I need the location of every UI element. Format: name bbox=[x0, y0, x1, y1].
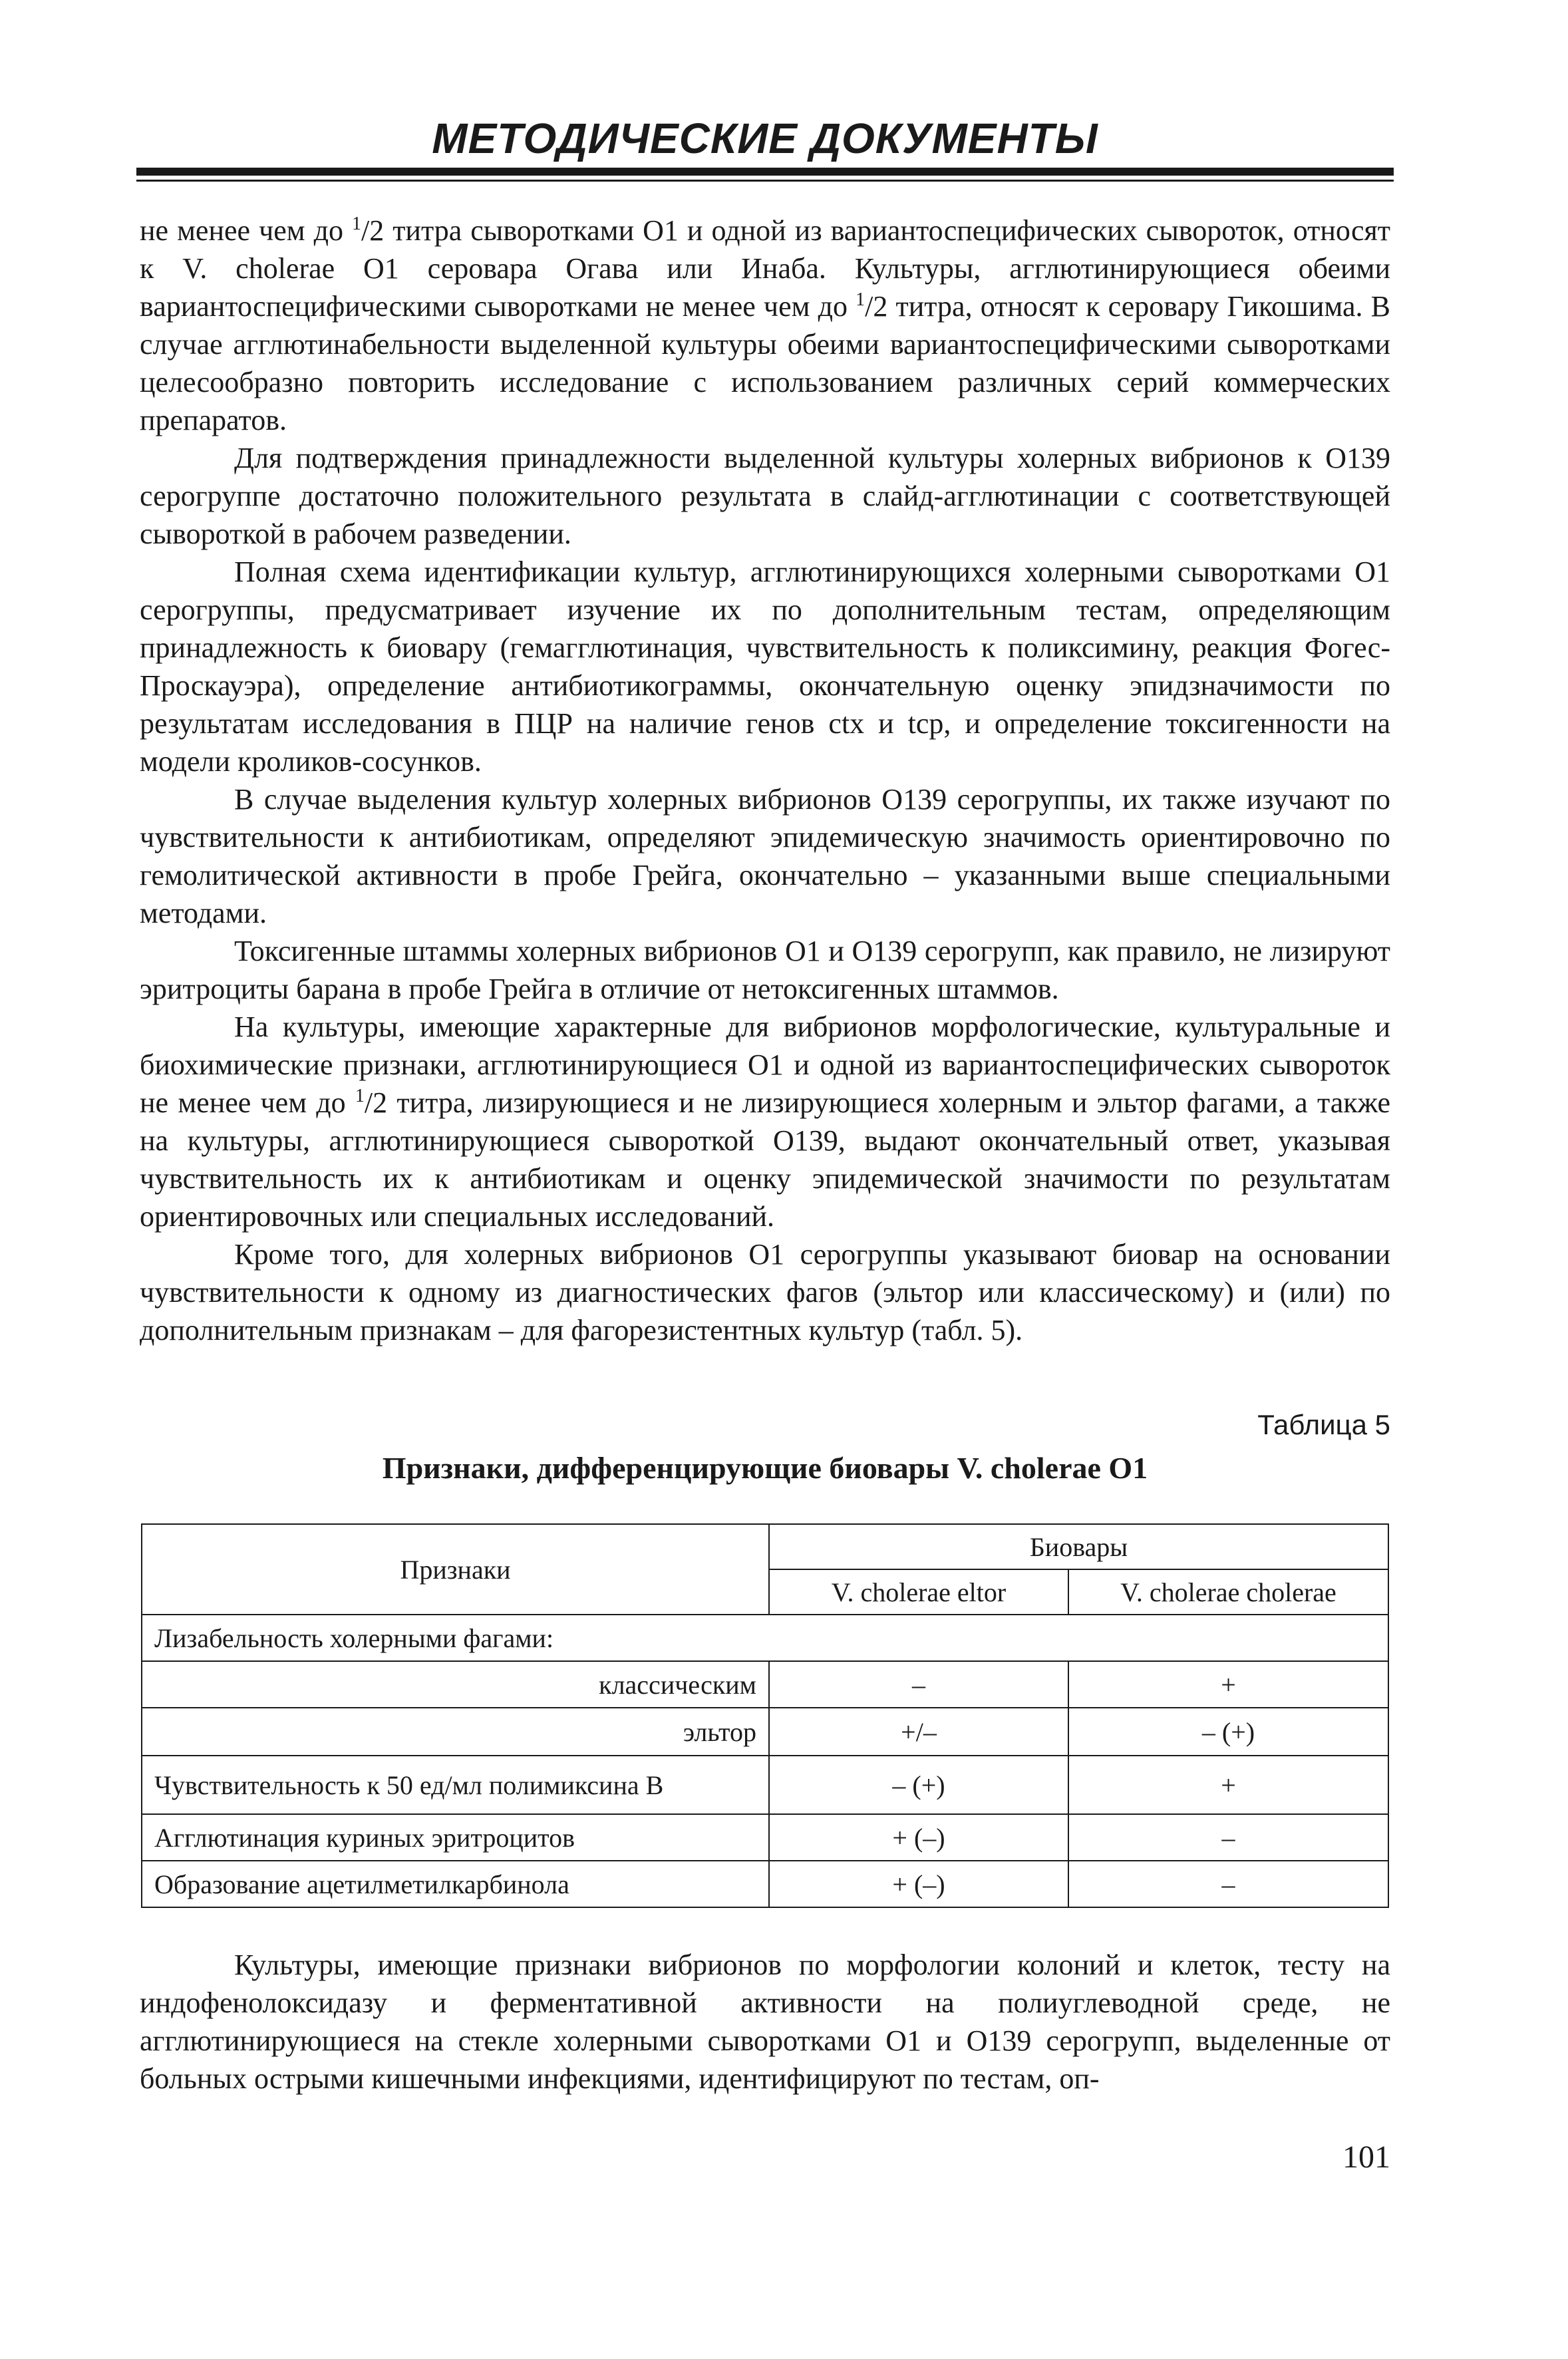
paragraph-4: В случае выделения культур холерных вибрионов О139 серогруппы, их также изучают по чувствительности к антибиотикам, определяют эпидемическую значимость ориентировочно по гемолитической активности в пробе Грейга, окончательно – указанными выше специальными методами. bbox=[140, 783, 1390, 929]
paragraph-1-text-c: /2 титра, относят к серовару Гикошима. В случае агглютинабельности выделенной культуры обеими вариантоспецифическими сыворотками целесообразно повторить исследование с использованием различных серий коммерческих препаратов. bbox=[140, 290, 1391, 436]
row-eltor-value: – bbox=[769, 1661, 1068, 1708]
paragraph-6 bbox=[140, 1008, 1390, 1235]
table-row bbox=[142, 1861, 1388, 1907]
biovar-table bbox=[141, 1523, 1389, 1908]
header-rule-thick bbox=[136, 168, 1394, 176]
page-header-title: МЕТОДИЧЕСКИЕ ДОКУМЕНТЫ bbox=[432, 114, 1098, 162]
row-cholerae-value: + bbox=[1068, 1661, 1388, 1708]
paragraph-1-text-a: не менее чем до bbox=[140, 214, 352, 247]
header-cholerae: V. cholerae cholerae bbox=[1068, 1569, 1388, 1615]
row-eltor-value: – (+) bbox=[769, 1756, 1068, 1814]
paragraph-3: Полная схема идентификации культур, агглютинирующихся холерными сыворотками О1 серогруппы, предусматривает изучение их по дополнительным тестам, определяющим принадлежность к биовару (гемагглютинация, чувствительность к поликсимину, реакция Фогес-Проскауэра), определение антибиотикограммы, окончательную оценку эпидзначимости по результатам исследования в ПЦР на наличие генов ctx и tcp, и определение токсигенности на модели кроликов-сосунков. bbox=[140, 555, 1390, 778]
table-row bbox=[142, 1661, 1388, 1708]
row-eltor-value: + (–) bbox=[769, 1861, 1068, 1907]
paragraph-7: Кроме того, для холерных вибрионов О1 серогруппы указывают биовар на основании чувствительности к одному из диагностических фагов (эльтор или классическому) и (или) по дополнительным признакам – для фагорезистентных культур (табл. 5). bbox=[140, 1238, 1390, 1346]
header-biovars: Биовары bbox=[769, 1524, 1388, 1569]
table-title: Признаки, дифференцирующие биовары V. cholerae О1 bbox=[382, 1451, 1148, 1485]
row-cholerae-value: + bbox=[1068, 1756, 1388, 1814]
paragraph-5: Токсигенные штаммы холерных вибрионов О1 и О139 серогрупп, как правило, не лизируют эритроциты барана в пробе Грейга в отличие от нетоксигенных штаммов. bbox=[140, 935, 1390, 1005]
row-eltor-value: + (–) bbox=[769, 1814, 1068, 1861]
paragraph-1 bbox=[140, 212, 1390, 439]
row-eltor-value: +/– bbox=[769, 1708, 1068, 1756]
row-label: Агглютинация куриных эритроцитов bbox=[142, 1814, 769, 1861]
paragraph-2: Для подтверждения принадлежности выделенной культуры холерных вибрионов к О139 серогруппе достаточно положительного результата в слайд-агглютинации с соответствующей сывороткой в рабочем разведении. bbox=[140, 442, 1390, 550]
table-row bbox=[142, 1708, 1388, 1756]
page-number: 101 bbox=[1342, 2139, 1390, 2175]
table-row bbox=[142, 1756, 1388, 1814]
header-features: Признаки bbox=[142, 1524, 769, 1615]
header-rule-thin bbox=[136, 180, 1394, 182]
fraction-superscript: 1 bbox=[355, 1086, 365, 1106]
table-number: Таблица 5 bbox=[1257, 1409, 1390, 1440]
row-cholerae-value: – (+) bbox=[1068, 1708, 1388, 1756]
paragraph-6-text-b: /2 титра, лизирующиеся и не лизирующиеся холерным и эльтор фагами, а также на культуры, агглютинирующиеся сывороткой О139, выдают окончательный ответ, указывая чувствительность их к антибиотикам и оценку эпидемической значимости по результатам ориентировочных или специальных исследований. bbox=[140, 1086, 1390, 1233]
table-group-row bbox=[142, 1615, 1388, 1661]
paragraph-6-text-a: На культуры, имеющие характерные для вибрионов морфологические, культуральные и биохимические признаки, агглютинирующиеся О1 и одной из вариантоспецифических сывороток не менее чем до bbox=[140, 1011, 1390, 1119]
paragraph-1-text-b: /2 титра сыворотками О1 и одной из вариантоспецифических сывороток, относят к V. cholerae О1 серовара Огава или Инаба. Культуры, агглютинирующиеся обеими вариантоспецифическими сыворотками не менее чем до bbox=[140, 214, 1390, 323]
continuation-text bbox=[140, 1946, 1390, 2098]
header-eltor: V. cholerae eltor bbox=[769, 1569, 1068, 1615]
row-cholerae-value: – bbox=[1068, 1861, 1388, 1907]
table-header-row bbox=[142, 1524, 1388, 1569]
row-cholerae-value: – bbox=[1068, 1814, 1388, 1861]
body-text bbox=[140, 212, 1390, 1349]
row-label: классическим bbox=[142, 1661, 769, 1708]
row-label: Чувствительность к 50 ед/мл полимиксина В bbox=[142, 1756, 769, 1814]
fraction-superscript: 1 bbox=[351, 214, 361, 234]
row-label: эльтор bbox=[142, 1708, 769, 1756]
group-label: Лизабельность холерными фагами: bbox=[142, 1615, 1388, 1661]
fraction-superscript: 1 bbox=[856, 289, 865, 310]
row-label: Образование ацетилметилкарбинола bbox=[142, 1861, 769, 1907]
table-row bbox=[142, 1814, 1388, 1861]
paragraph-8: Культуры, имеющие признаки вибрионов по морфологии колоний и клеток, тесту на индофенолоксидазу и ферментативной активности на полиуглеводной среде, не агглютинирующиеся на стекле холерными сыворотками О1 и О139 серогрупп, выделенные от больных острыми кишечными инфекциями, идентифицируют по тестам, оп- bbox=[140, 1949, 1390, 2095]
